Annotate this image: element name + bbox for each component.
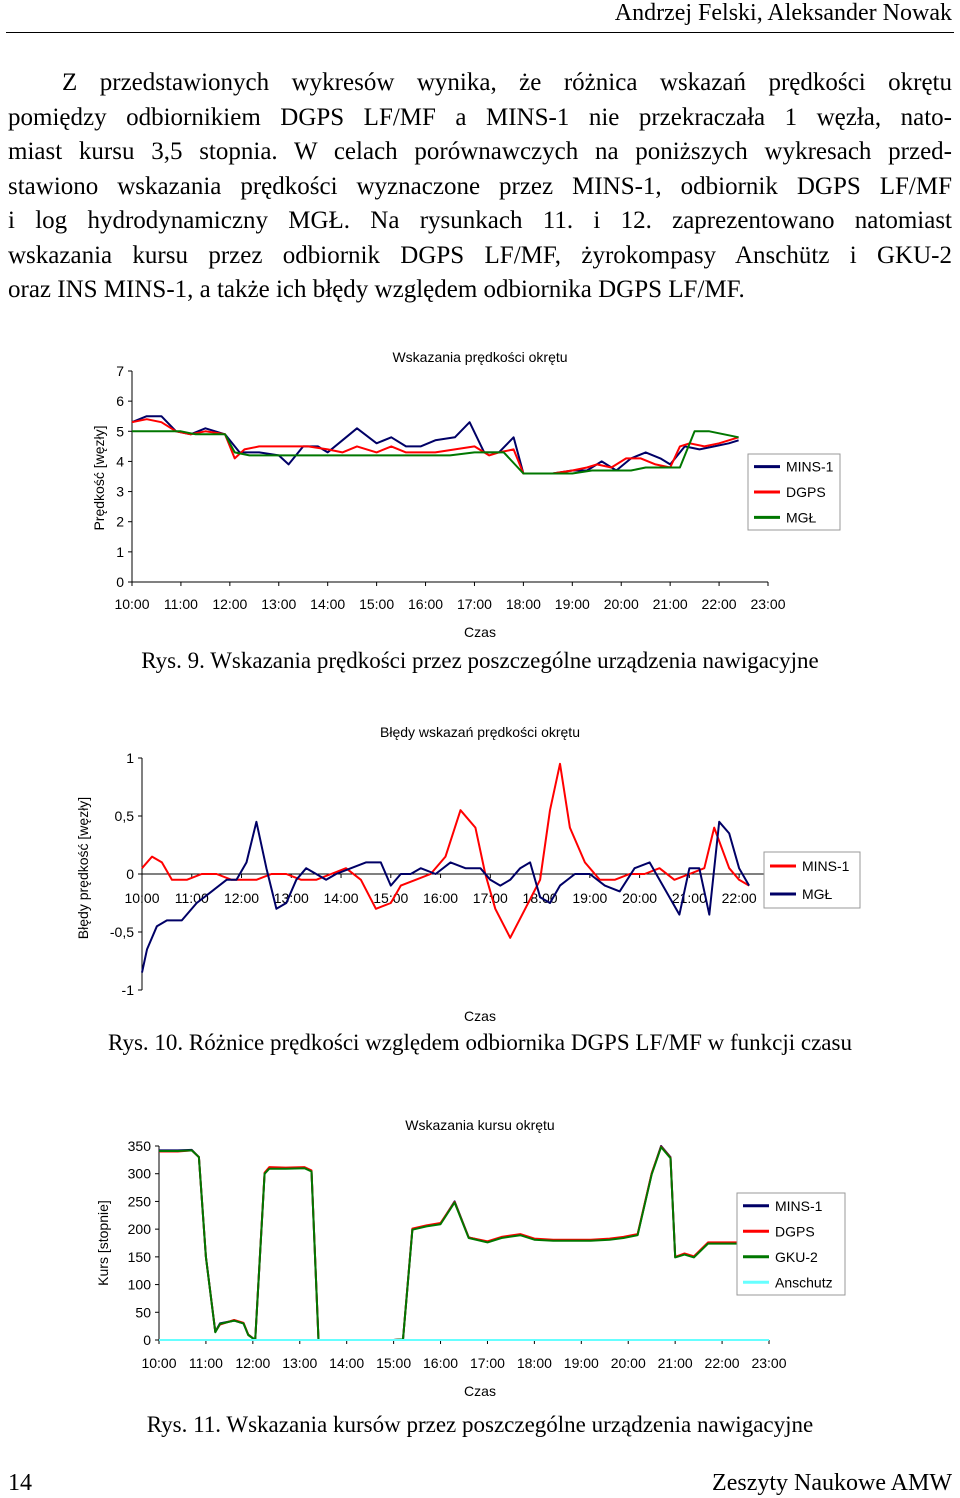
y-axis-label: Błędy prędkość [węzły]	[75, 796, 91, 940]
x-tick-label: 11:00	[174, 890, 209, 906]
legend-label: MINS-1	[775, 1197, 823, 1214]
legend-label: MINS-1	[802, 858, 850, 874]
x-tick-label: 19:00	[572, 890, 608, 906]
running-header-authors: Andrzej Felski, Aleksander Nowak	[614, 0, 952, 26]
body-line: i log hydrodynamiczny MGŁ. Na rysunkach 11. i 12. zaprezentowano natomiast	[8, 207, 952, 234]
series-line-mins-1	[132, 416, 739, 473]
x-tick-label: 14:00	[323, 890, 359, 906]
y-tick-label: 4	[116, 453, 124, 470]
y-tick-label: 0,5	[114, 808, 134, 824]
journal-name: Zeszyty Naukowe AMW	[712, 1470, 952, 1496]
x-tick-label: 18:00	[516, 1355, 552, 1371]
x-tick-label: 17:00	[472, 890, 508, 906]
x-tick-label: 22:00	[701, 596, 737, 612]
x-tick-label: 15:00	[373, 890, 409, 906]
x-axis-label: Czas	[464, 624, 496, 640]
x-tick-label: 13:00	[273, 890, 309, 906]
y-axis-label: Prędkość [węzły]	[91, 425, 107, 531]
x-tick-label: 19:00	[554, 596, 590, 612]
body-line: Z przedstawionych wykresów wynika, że różnica wskazań prędkości okrętu	[62, 69, 952, 96]
y-tick-label: 350	[127, 1138, 151, 1154]
x-tick-label: 23:00	[750, 596, 786, 612]
legend-label: DGPS	[786, 484, 826, 500]
x-axis-label: Czas	[464, 1008, 496, 1024]
y-tick-label: 5	[116, 423, 124, 440]
legend-label: MINS-1	[786, 458, 834, 475]
x-tick-label: 17:00	[456, 596, 492, 612]
x-tick-label: 12:00	[235, 1355, 271, 1371]
x-tick-label: 11:00	[188, 1355, 223, 1371]
y-tick-label: 250	[127, 1193, 151, 1210]
legend-label: GKU-2	[775, 1248, 818, 1265]
y-tick-label: 6	[116, 393, 124, 410]
x-tick-label: 20:00	[622, 890, 658, 906]
x-tick-label: 20:00	[610, 1355, 646, 1371]
y-tick-label: 1	[116, 543, 124, 560]
y-tick-label: 300	[127, 1165, 151, 1182]
x-tick-label: 22:00	[721, 890, 757, 906]
x-tick-label: 21:00	[671, 890, 707, 906]
series-line-dgps	[159, 1147, 741, 1340]
x-tick-label: 21:00	[652, 596, 688, 612]
x-tick-label: 18:00	[522, 890, 558, 906]
x-tick-label: 11:00	[163, 596, 198, 612]
legend-label: DGPS	[775, 1223, 815, 1240]
y-tick-label: 7	[116, 363, 124, 379]
y-axis-label: Kurs [stopnie]	[95, 1200, 111, 1286]
x-tick-label: 10:00	[141, 1355, 177, 1371]
y-tick-label: 2	[116, 513, 124, 530]
y-tick-label: 50	[135, 1304, 151, 1321]
legend-label: MGŁ	[802, 886, 833, 902]
figure-caption: Rys. 9. Wskazania prędkości przez poszczególne urządzenia nawigacyjne	[141, 648, 819, 673]
x-tick-label: 20:00	[603, 596, 639, 612]
x-axis-label: Czas	[464, 1383, 496, 1399]
y-tick-label: 1	[126, 750, 134, 766]
series-line-mins-1	[159, 1146, 741, 1340]
x-tick-label: 18:00	[505, 596, 541, 612]
x-tick-label: 21:00	[657, 1355, 693, 1371]
x-tick-label: 19:00	[563, 1355, 599, 1371]
y-tick-label: 0	[126, 866, 134, 882]
body-line: wskazania kursu przez odbiornik DGPS LF/MF, żyrokompasy Anschütz i GKU-2	[8, 241, 952, 269]
chart-title: Wskazania kursu okrętu	[405, 1117, 555, 1133]
page-number: 14	[8, 1470, 32, 1496]
chart-title: Wskazania prędkości okrętu	[392, 349, 568, 365]
series-line-dgps	[132, 419, 739, 473]
y-tick-label: -1	[121, 982, 134, 998]
x-tick-label: 10:00	[114, 596, 150, 612]
series-line-mins-1	[142, 764, 749, 938]
body-line: stawiono wskazania prędkości wyznaczone przez MINS-1, odbiornik DGPS LF/MF	[8, 172, 952, 200]
x-tick-label: 14:00	[310, 596, 346, 612]
x-tick-label: 17:00	[469, 1355, 505, 1371]
x-tick-label: 12:00	[223, 890, 260, 906]
x-tick-label: 16:00	[423, 1355, 459, 1371]
x-tick-label: 15:00	[359, 596, 395, 612]
y-tick-label: 100	[127, 1276, 151, 1293]
body-line: pomiędzy odbiornikiem DGPS LF/MF a MINS-1 nie przekraczała 1 węzła, nato-	[8, 103, 952, 131]
y-tick-label: 0	[143, 1332, 151, 1348]
chart-title: Błędy wskazań prędkości okrętu	[380, 724, 580, 740]
x-tick-label: 13:00	[282, 1355, 318, 1371]
x-tick-label: 23:00	[751, 1355, 787, 1371]
x-tick-label: 10:00	[124, 890, 160, 906]
x-tick-label: 15:00	[376, 1355, 412, 1371]
x-tick-label: 16:00	[423, 890, 459, 906]
x-tick-label: 12:00	[212, 596, 248, 612]
body-line: oraz INS MINS-1, a także ich błędy względem odbiornika DGPS LF/MF.	[8, 276, 745, 303]
x-tick-label: 14:00	[329, 1355, 365, 1371]
y-tick-label: 3	[116, 483, 124, 500]
body-line: miast kursu 3,5 stopnia. W celach porównawczych na poniższych wykresach przed-	[8, 138, 952, 165]
figure-caption: Rys. 10. Różnice prędkości względem odbiornika DGPS LF/MF w funkcji czasu	[108, 1030, 852, 1055]
series-line-gku-2	[159, 1147, 741, 1340]
y-tick-label: 0	[116, 574, 124, 590]
x-tick-label: 22:00	[704, 1355, 740, 1371]
x-tick-label: 13:00	[261, 596, 297, 612]
y-tick-label: -0,5	[109, 924, 134, 940]
y-tick-label: 150	[127, 1248, 151, 1265]
legend-label: MGŁ	[786, 509, 817, 526]
legend-label: Anschutz	[775, 1274, 833, 1291]
x-tick-label: 16:00	[408, 596, 444, 612]
y-tick-label: 200	[127, 1221, 151, 1238]
figure-caption: Rys. 11. Wskazania kursów przez poszczególne urządzenia nawigacyjne	[146, 1412, 814, 1437]
